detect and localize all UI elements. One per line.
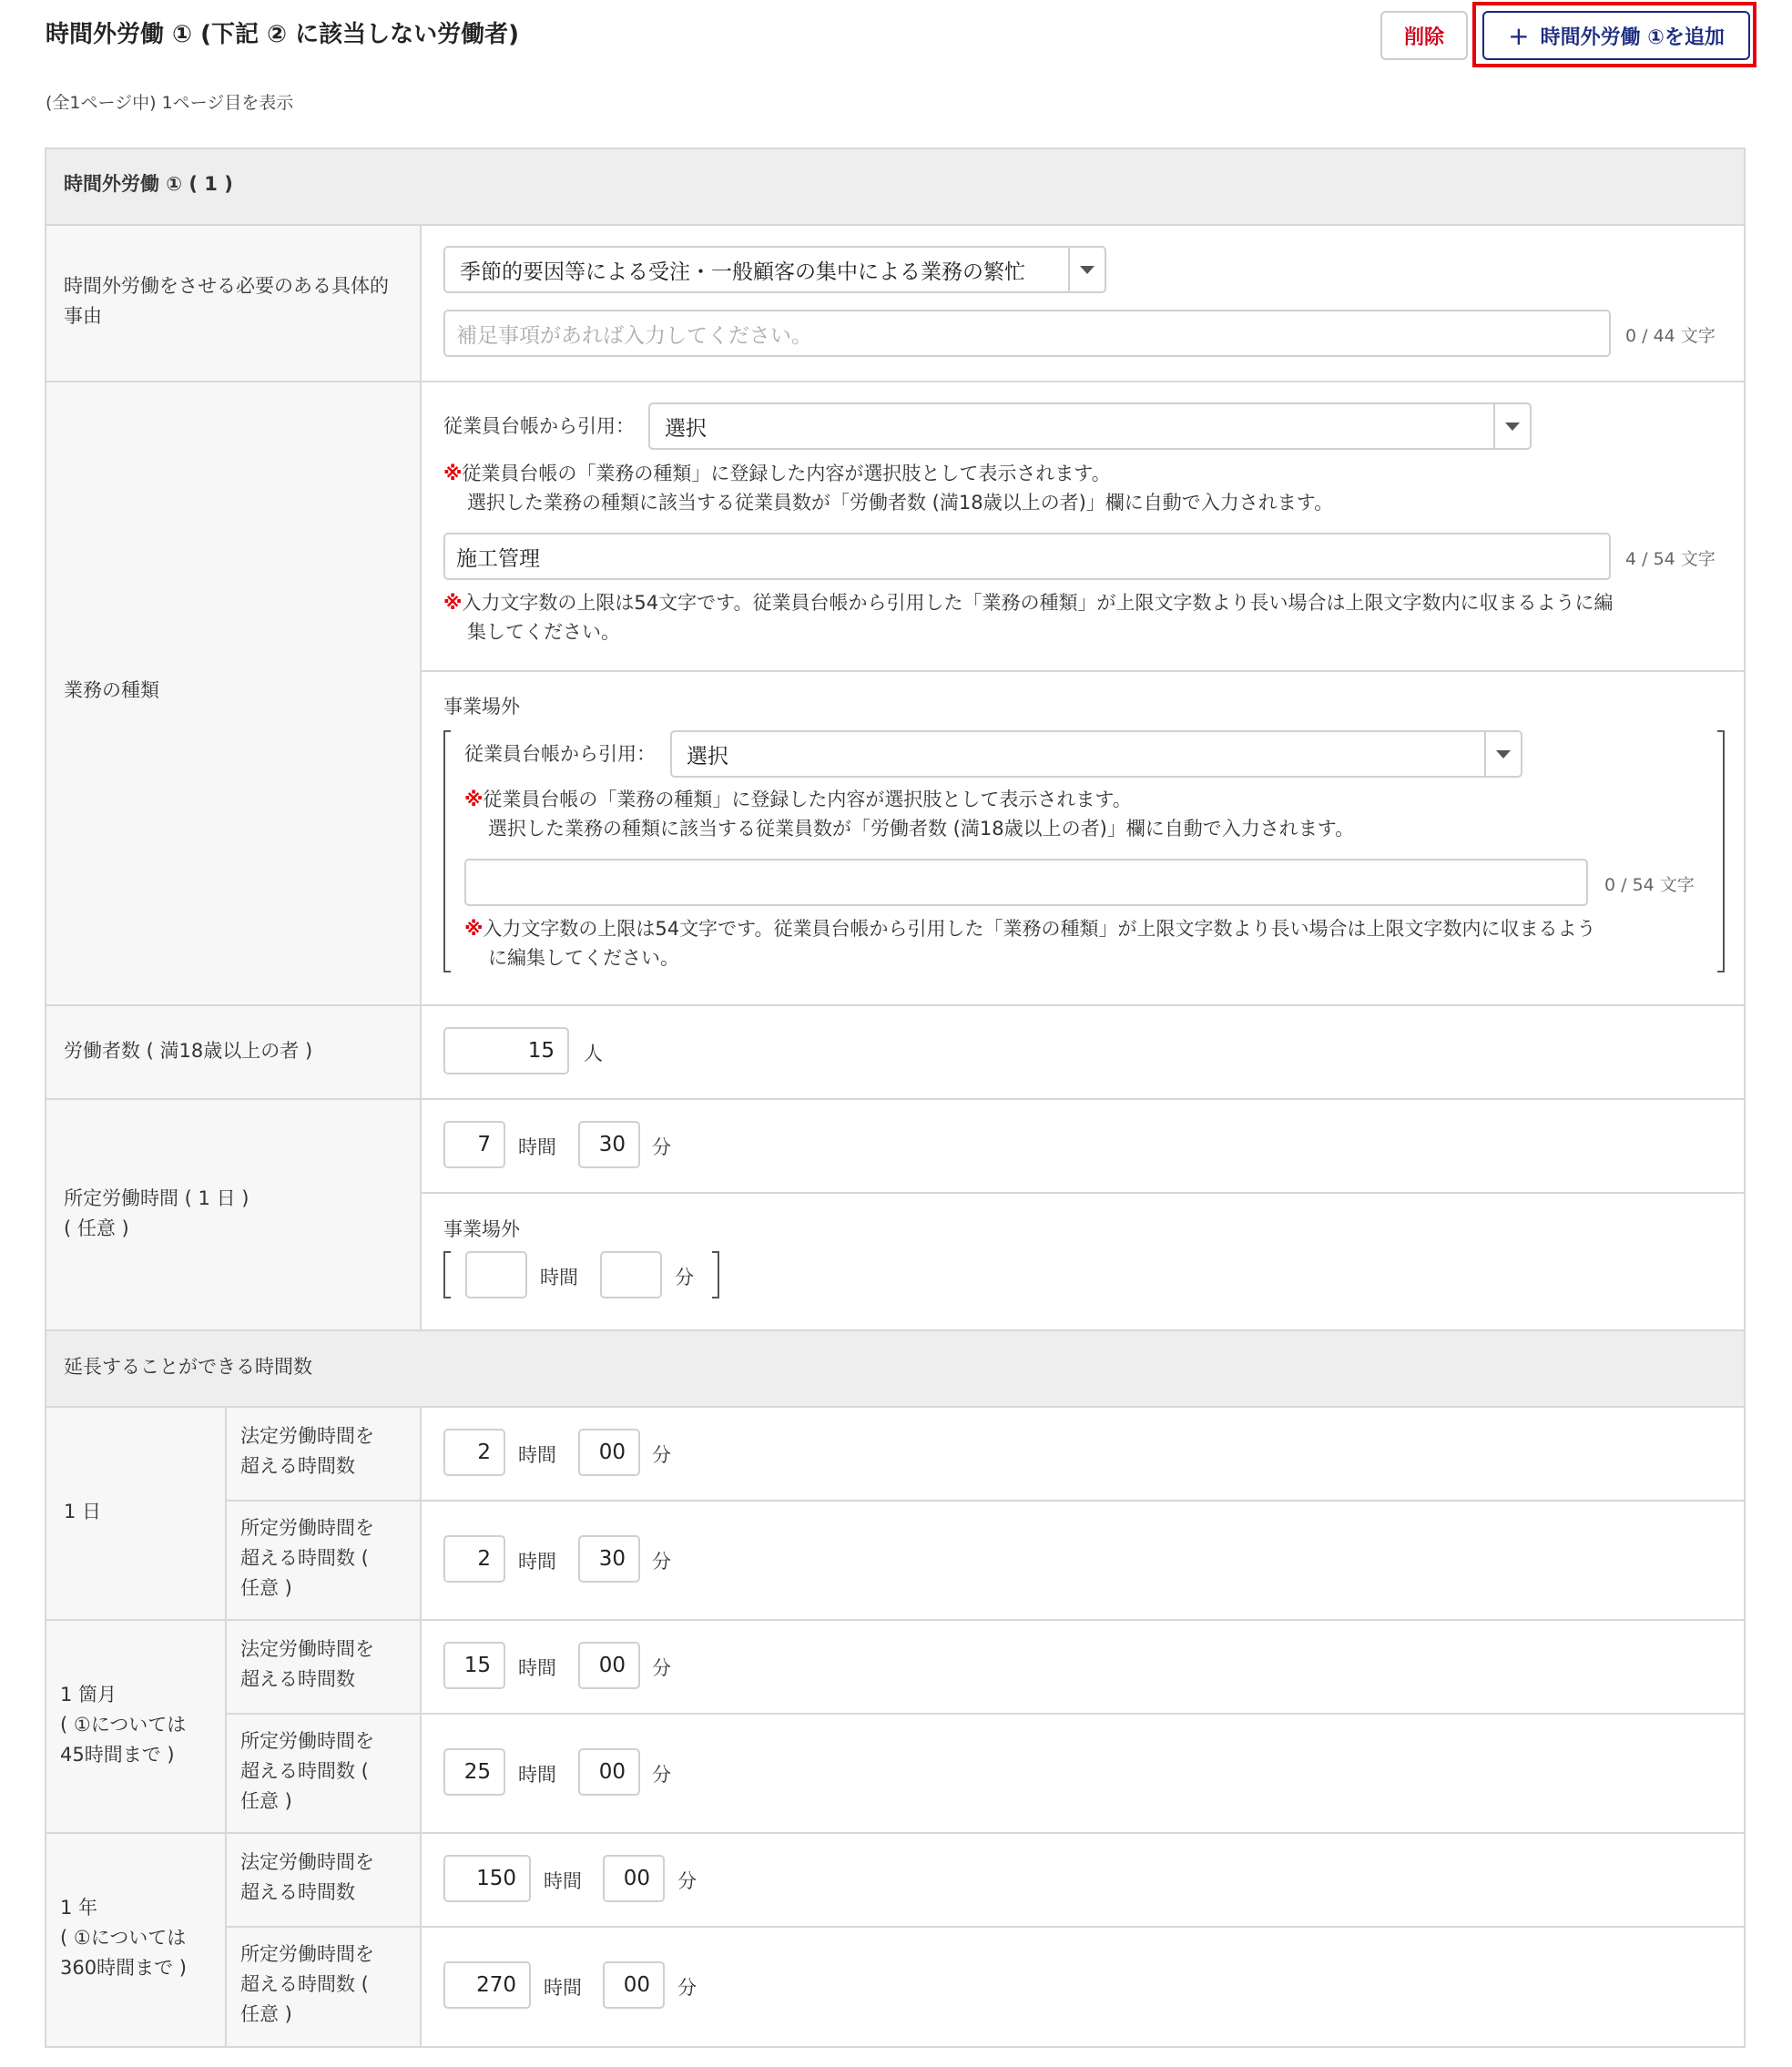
day-sched-hours-input[interactable]: 2 (443, 1535, 505, 1583)
year-legal-hours-input[interactable]: 150 (443, 1855, 531, 1902)
divider (45, 1406, 1746, 1408)
note-text: に編集してください。 (488, 947, 679, 969)
chevron-down-icon (1484, 732, 1521, 776)
hour-unit: 時間 (540, 1267, 578, 1288)
minute-unit: 分 (652, 1764, 671, 1786)
bracket-left (443, 1251, 451, 1298)
sched-label: 所定労働時間を (240, 1517, 374, 1539)
month-sched-minutes-input[interactable]: 00 (578, 1748, 640, 1796)
workers-label: 労働者数 ( 満18歳以上の者 ) (64, 1040, 313, 1062)
hour-unit: 時間 (518, 1764, 556, 1786)
note-text: 選択した業務の種類に該当する従業員数が「労働者数 (満18歳以上の者)」欄に自動で入力されます。 (467, 492, 1334, 514)
workers-unit: 人 (584, 1043, 603, 1064)
minute-unit: 分 (652, 1444, 671, 1466)
hour-unit: 時間 (518, 1444, 556, 1466)
day-legal-hours-input[interactable]: 2 (443, 1429, 505, 1476)
page-info: (全1ページ中) 1ページ目を表示 (46, 93, 294, 113)
workers-input[interactable]: 15 (443, 1027, 569, 1074)
work-type-cite-select[interactable] (648, 402, 1532, 450)
day-sched-minutes-input[interactable]: 30 (578, 1535, 640, 1583)
sched-label: 所定労働時間を (240, 1943, 374, 1965)
work-type-input[interactable]: 施工管理 (443, 533, 1611, 580)
note-mark: ※ (464, 918, 484, 940)
minute-unit: 分 (652, 1657, 671, 1679)
divider (45, 1329, 1746, 1331)
divider (420, 1192, 1746, 1194)
year-sched-hours-input[interactable]: 270 (443, 1961, 531, 2009)
divider (225, 1406, 227, 2048)
legal-label: 法定労働時間を (240, 1425, 374, 1447)
month-label-note: 45時間まで ) (60, 1744, 175, 1766)
divider (45, 1619, 1746, 1621)
legal-label: 法定労働時間を (240, 1851, 374, 1873)
month-legal-hours-input[interactable]: 15 (443, 1642, 505, 1689)
day-label: 1 日 (64, 1501, 102, 1522)
divider (225, 1926, 1746, 1928)
work-type-label: 業務の種類 (64, 679, 159, 701)
note-text: 入力文字数の上限は54文字です。従業員台帳から引用した「業務の種類」が上限文字数より長い場合は上限文字数内に収まるよう (483, 918, 1596, 940)
chevron-down-icon (1068, 248, 1105, 291)
divider (45, 2046, 1746, 2048)
note-mark: ※ (464, 789, 484, 810)
sched-label: 任意 ) (240, 2003, 292, 2025)
sched-label: 所定労働時間を (240, 1730, 374, 1752)
divider (45, 381, 1746, 382)
sched-label: 任意 ) (240, 1577, 292, 1599)
divider (420, 1406, 422, 2048)
divider (45, 224, 1746, 226)
year-label: 1 年 (60, 1897, 98, 1919)
note-text: 入力文字数の上限は54文字です。従業員台帳から引用した「業務の種類」が上限文字数より長い場合は上限文字数内に収まるように編 (462, 592, 1614, 614)
reason-select[interactable] (443, 246, 1106, 293)
outside-label: 事業場外 (443, 696, 520, 718)
reason-select-value: 季節的要因等による受注・一般顧客の集中による業務の繁忙 (460, 260, 1025, 284)
divider (45, 1832, 1746, 1834)
outside-note-2 (464, 914, 1595, 972)
scheduled-outside-label: 事業場外 (443, 1218, 520, 1240)
legal-label: 超える時間数 (240, 1881, 355, 1903)
sched-label: 任意 ) (240, 1790, 292, 1812)
divider (45, 148, 1746, 149)
minute-unit: 分 (652, 1551, 671, 1573)
hour-unit: 時間 (544, 1870, 582, 1892)
reason-counter: 0 / 44 文字 (1625, 326, 1716, 346)
outside-counter: 0 / 54 文字 (1604, 875, 1695, 895)
scheduled-label-optional: ( 任意 ) (64, 1217, 129, 1239)
sched-label: 超える時間数 ( (240, 1547, 369, 1569)
month-sched-hours-input[interactable]: 25 (443, 1748, 505, 1796)
outside-cite-label: 従業員台帳から引用： (464, 743, 656, 765)
section-header-bg (45, 148, 1746, 224)
section-title: 時間外労働 ① ( 1 ) (64, 173, 233, 195)
note-text: 従業員台帳の「業務の種類」に登録した内容が選択肢として表示されます。 (483, 789, 1132, 810)
hour-unit: 時間 (518, 1551, 556, 1573)
divider (225, 1713, 1746, 1715)
divider (45, 148, 46, 2048)
scheduled-hours-input[interactable]: 7 (443, 1121, 505, 1168)
divider (45, 1098, 1746, 1100)
divider (420, 670, 1746, 672)
page-title: 時間外労働 ① (下記 ② に該当しない労働者) (46, 21, 520, 48)
reason-label: 時間外労働をさせる必要のある具体的事由 (64, 275, 389, 327)
highlight-box (1472, 2, 1756, 67)
work-type-note-1 (443, 459, 1333, 517)
month-label-note: ( ①については (60, 1714, 187, 1736)
work-type-cite-value: 選択 (665, 416, 707, 441)
add-overtime-label: 時間外労働 ①を追加 (1540, 25, 1725, 49)
note-text: 集してください。 (467, 621, 620, 643)
outside-cite-select[interactable] (670, 730, 1522, 778)
outside-cite-value: 選択 (687, 744, 728, 769)
year-label-note: 360時間まで ) (60, 1957, 187, 1979)
divider (225, 1500, 1746, 1502)
minute-unit: 分 (675, 1267, 694, 1288)
minute-unit: 分 (652, 1136, 671, 1158)
legal-label: 超える時間数 (240, 1668, 355, 1690)
label-column-bg (45, 224, 420, 1329)
sched-label: 超える時間数 ( (240, 1760, 369, 1782)
work-type-counter: 4 / 54 文字 (1625, 549, 1716, 569)
work-type-note-2 (443, 588, 1613, 647)
sched-label: 超える時間数 ( (240, 1973, 369, 1995)
cite-label: 従業員台帳から引用： (443, 415, 635, 437)
note-text: 従業員台帳の「業務の種類」に登録した内容が選択肢として表示されます。 (462, 463, 1111, 484)
minute-unit: 分 (677, 1977, 697, 1999)
day-legal-minutes-input[interactable]: 00 (578, 1429, 640, 1476)
note-mark: ※ (443, 463, 463, 484)
outside-note-1 (464, 785, 1354, 843)
delete-button[interactable]: 削除 (1380, 11, 1468, 60)
scheduled-outside-minutes-input[interactable] (600, 1251, 662, 1298)
scheduled-minutes-input[interactable]: 30 (578, 1121, 640, 1168)
hour-unit: 時間 (518, 1657, 556, 1679)
month-legal-minutes-input[interactable]: 00 (578, 1642, 640, 1689)
extension-title: 延長することができる時間数 (64, 1356, 312, 1378)
legal-label: 超える時間数 (240, 1455, 355, 1477)
scheduled-outside-hours-input[interactable] (465, 1251, 527, 1298)
hour-unit: 時間 (544, 1977, 582, 1999)
month-label: 1 箇月 (60, 1684, 117, 1706)
hour-unit: 時間 (518, 1136, 556, 1158)
chevron-down-icon (1493, 404, 1530, 448)
note-text: 選択した業務の種類に該当する従業員数が「労働者数 (満18歳以上の者)」欄に自動で入力されます。 (488, 818, 1355, 840)
outside-work-type-input[interactable] (464, 859, 1588, 906)
bracket-right (1717, 730, 1725, 972)
year-label-note: ( ①については (60, 1927, 187, 1949)
note-mark: ※ (443, 592, 463, 614)
plus-icon: + (1508, 20, 1530, 51)
divider (45, 1004, 1746, 1006)
legal-label: 法定労働時間を (240, 1638, 374, 1660)
bracket-right (712, 1251, 719, 1298)
bracket-left (443, 730, 451, 972)
minute-unit: 分 (677, 1870, 697, 1892)
divider (1744, 148, 1746, 2048)
scheduled-label: 所定労働時間 ( 1 日 ) (64, 1187, 249, 1209)
year-sched-minutes-input[interactable]: 00 (603, 1961, 665, 2009)
year-legal-minutes-input[interactable]: 00 (603, 1855, 665, 1902)
reason-supplement-input[interactable]: 補足事項があれば入力してください。 (443, 310, 1611, 357)
divider (420, 224, 422, 1329)
